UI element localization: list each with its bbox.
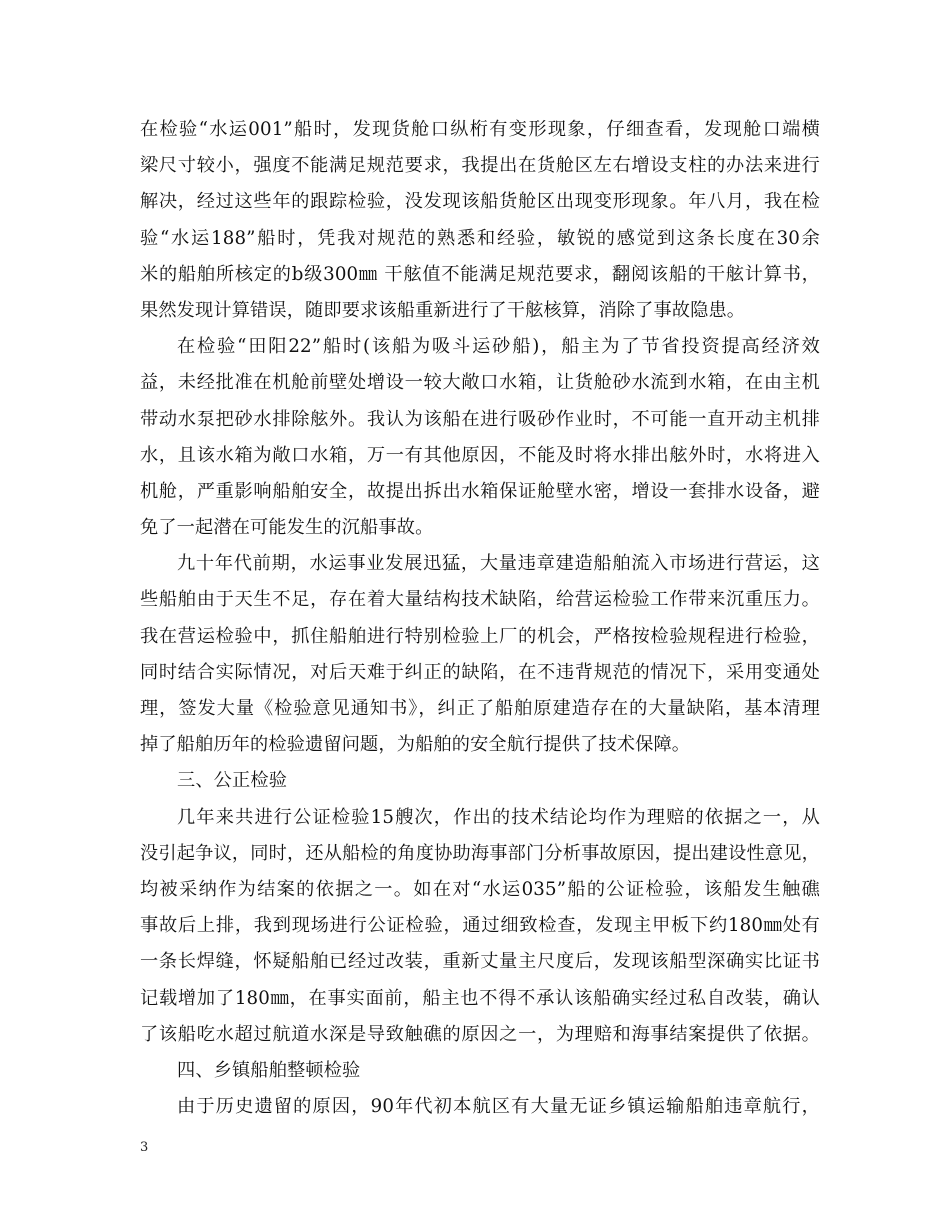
text-line: 我在营运检验中，抓住船舶进行特别检验上厂的机会，严格按检验规程进行检验， bbox=[140, 625, 820, 647]
text-line: 由于历史遗留的原因，90年代初本航区有大量无证乡镇运输船舶违章航行， bbox=[177, 1096, 820, 1118]
document-body bbox=[140, 112, 820, 1125]
text-line: 验“水运188”船时，凭我对规范的熟悉和经验，敏锐的感觉到这条长度在30余 bbox=[140, 227, 820, 249]
text-line: 一条长焊缝，怀疑船舶已经过改装，重新丈量主尺度后，发现该船型深确实比证书 bbox=[140, 951, 820, 973]
text-line: 事故后上排，我到现场进行公证检验，通过细致检查，发现主甲板下约180㎜处有 bbox=[140, 915, 820, 937]
section-heading: 四、乡镇船舶整顿检验 bbox=[177, 1059, 361, 1081]
text-line: 同时结合实际情况，对后天难于纠正的缺陷，在不违背规范的情况下，采用变通处 bbox=[140, 661, 820, 683]
text-line: 记载增加了180㎜，在事实面前，船主也不得不承认该船确实经过私自改装，确认 bbox=[140, 987, 820, 1009]
text-line: 果然发现计算错误，随即要求该船重新进行了干舷核算，消除了事故隐患。 bbox=[140, 299, 746, 321]
text-line: 梁尺寸较小，强度不能满足规范要求，我提出在货舱区左右增设支柱的办法来进行 bbox=[140, 155, 820, 177]
text-line: 九十年代前期，水运事业发展迅猛，大量违章建造船舶流入市场进行营运，这 bbox=[177, 553, 820, 575]
text-line: 机舱，严重影响船舶安全，故提出拆出水箱保证舱壁水密，增设一套排水设备，避 bbox=[140, 480, 820, 502]
text-line: 理，签发大量《检验意见通知书》，纠正了船舶原建造存在的大量缺陷，基本清理 bbox=[140, 698, 820, 719]
text-line: 益，未经批准在机舱前壁处增设一较大敞口水箱，让货舱砂水流到水箱，在由主机 bbox=[140, 372, 820, 394]
section-heading: 三、公正检验 bbox=[177, 770, 288, 792]
text-line: 几年来共进行公证检验15艘次，作出的技术结论均作为理赔的依据之一，从 bbox=[177, 806, 820, 828]
text-line: 水，且该水箱为敞口水箱，万一有其他原因，不能及时将水排出舷外时，水将进入 bbox=[140, 444, 820, 466]
text-line: 米的船舶所核定的b级300㎜ 干舷值不能满足规范要求，翻阅该船的干舷计算书， bbox=[140, 263, 820, 285]
page-number: 3 bbox=[140, 1140, 149, 1155]
text-line: 在检验“水运001”船时，发现货舱口纵桁有变形现象，仔细查看，发现舱口端横 bbox=[140, 119, 820, 140]
text-line: 带动水泵把砂水排除舷外。我认为该船在进行吸砂作业时，不可能一直开动主机排 bbox=[140, 408, 820, 430]
text-line: 均被采纳作为结案的依据之一。如在对“水运035”船的公证检验，该船发生触礁 bbox=[140, 878, 820, 900]
text-line: 了该船吃水超过航道水深是导致触礁的原因之一，为理赔和海事结案提供了依据。 bbox=[140, 1023, 820, 1045]
text-line: 没引起争议，同时，还从船检的角度协助海事部门分析事故原因，提出建设性意见， bbox=[140, 842, 820, 864]
text-line: 些船舶由于天生不足，存在着大量结构技术缺陷，给营运检验工作带来沉重压力。 bbox=[140, 589, 820, 611]
text-line: 掉了船舶历年的检验遗留问题，为船舶的安全航行提供了技术保障。 bbox=[140, 734, 691, 756]
text-line: 在检验“田阳22”船时(该船为吸斗运砂船)，船主为了节省投资提高经济效 bbox=[177, 336, 820, 358]
text-line: 解决，经过这些年的跟踪检验，没发现该船货舱区出现变形现象。年八月，我在检 bbox=[140, 191, 820, 213]
text-line: 免了一起潜在可能发生的沉船事故。 bbox=[140, 517, 434, 539]
